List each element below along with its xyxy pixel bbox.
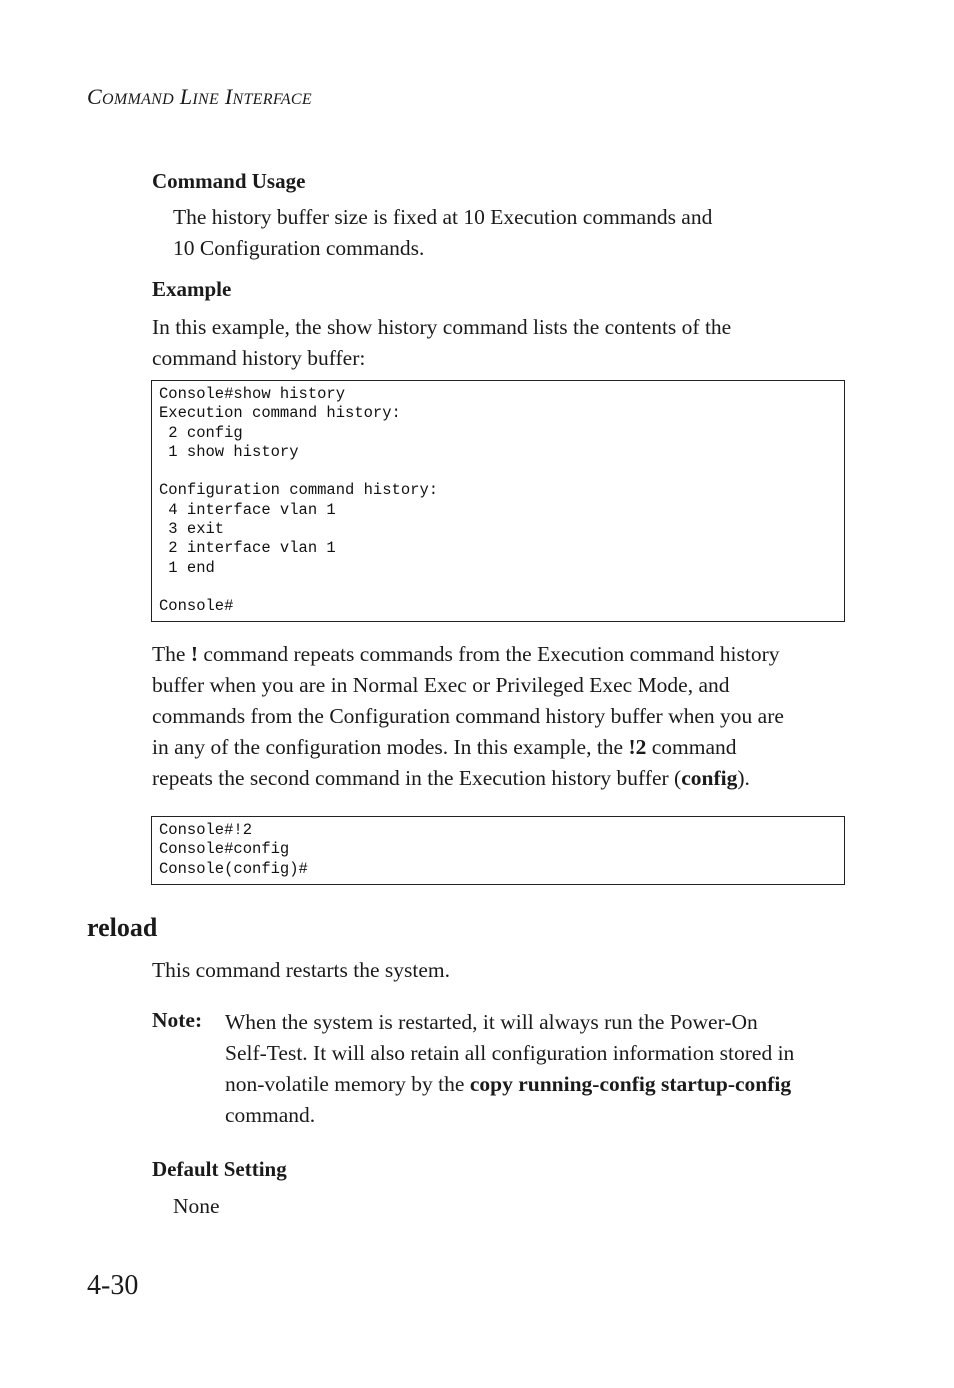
- running-head-word: INE: [192, 91, 220, 108]
- running-head-initial: C: [87, 84, 102, 109]
- example-heading: Example: [152, 277, 232, 301]
- running-head-word: NTERFACE: [232, 91, 312, 108]
- reload-description: This command restarts the system.: [152, 958, 450, 982]
- example-intro-line: command history buffer:: [152, 346, 366, 370]
- bang-2-keyword: !2: [628, 735, 647, 759]
- example-intro: [152, 312, 852, 374]
- paragraph-line: The ! command repeats commands from the Execution command history: [152, 642, 780, 666]
- code-block-show-history: [151, 380, 845, 622]
- code-block-bang: [151, 816, 845, 885]
- paragraph-line: repeats the second command in the Execution history buffer (config).: [152, 766, 750, 790]
- bang-command-paragraph: [152, 639, 852, 794]
- page-number: 4-30: [87, 1270, 139, 1301]
- command-usage-heading: Command Usage: [152, 169, 306, 193]
- config-keyword: config: [681, 766, 738, 790]
- example-intro-line: In this example, the show history command lists the contents of the: [152, 315, 732, 339]
- note-line: non-volatile memory by the copy running-config startup-config: [225, 1072, 792, 1096]
- running-head-word: OMMAND: [101, 91, 174, 108]
- paragraph-line: buffer when you are in Normal Exec or Privileged Exec Mode, and: [152, 673, 730, 697]
- running-head-initial: I: [224, 84, 233, 109]
- default-setting-value: None: [173, 1194, 220, 1218]
- running-head: [87, 84, 312, 110]
- command-usage-line: 10 Configuration commands.: [173, 236, 425, 260]
- note-line: Self-Test. It will also retain all configuration information stored in: [225, 1041, 795, 1065]
- section-title-reload: reload: [87, 913, 158, 942]
- command-usage-text: [173, 202, 813, 264]
- paragraph-line: in any of the configuration modes. In this example, the !2 command: [152, 735, 737, 759]
- paragraph-line: commands from the Configuration command history buffer when you are: [152, 704, 784, 728]
- code-text: Console#show history Execution command history: 2 config 1 show history Configuration command history: 4 interface vlan 1 3 exit 2 interface vlan 1 1 end Console#: [159, 385, 439, 616]
- note-line: command.: [225, 1103, 316, 1127]
- copy-config-command: copy running-config startup-config: [469, 1072, 792, 1096]
- running-head-initial: L: [179, 84, 193, 109]
- note-label: Note:: [152, 1008, 203, 1032]
- note-line: When the system is restarted, it will always run the Power-On: [225, 1010, 758, 1034]
- note-body: [225, 1007, 850, 1131]
- default-setting-heading: Default Setting: [152, 1157, 287, 1181]
- bang-keyword: !: [190, 642, 198, 666]
- code-text: Console#!2 Console#config Console(config)#: [159, 821, 308, 878]
- command-usage-line: The history buffer size is fixed at 10 Execution commands and: [173, 205, 713, 229]
